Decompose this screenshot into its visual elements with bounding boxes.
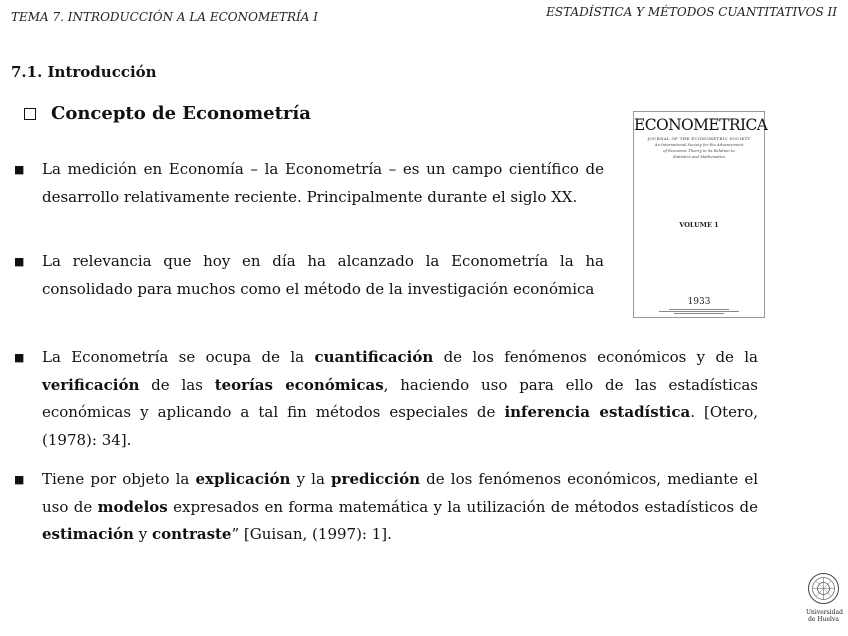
- cover-year: 1933: [687, 297, 711, 307]
- cover-line: An International Society for the Advancement: [654, 142, 744, 147]
- concept-title: Concepto de Econometría: [51, 103, 311, 124]
- checkbox-icon: [24, 108, 36, 120]
- cover-line: Statistics and Mathematics: [672, 154, 726, 159]
- bullet-square-icon: ■: [14, 255, 25, 268]
- cover-title: ECONOMETRICA: [634, 116, 768, 134]
- bullet-text: La Econometría se ocupa de la cuantificación de los fenómenos económicos y de la verificación de las teorías económicas, haciendo uso para ello de las estadísticas económicas y aplicando a tal fin métodos especiales de inferencia estadística. [Otero, (1978): 34].: [42, 348, 759, 449]
- bullet-item: [14, 466, 758, 549]
- bullet-square-icon: ■: [14, 351, 25, 364]
- university-logo: [806, 572, 841, 624]
- bullet-square-icon: ■: [14, 473, 25, 486]
- cover-subtitle: JOURNAL OF THE ECONOMETRIC SOCIETY: [647, 136, 751, 141]
- bullet-text: La relevancia que hoy en día ha alcanzado la Econometría la ha consolidado para muchos como el método de la investigación económica: [42, 252, 604, 298]
- bullet-square-icon: ■: [14, 163, 25, 176]
- university-seal-icon: [807, 572, 840, 605]
- bullet-item: [14, 156, 604, 211]
- cover-line: of Economic Theory in its Relation to: [663, 148, 735, 153]
- bullet-item: [14, 248, 604, 303]
- bullet-text: Tiene por objeto la explicación y la predicción de los fenómenos económicos, mediante el uso de modelos expresados en forma matemática y la utilización de métodos estadísticos de estimación y contraste” [Guisan, (1997): 1].: [42, 470, 758, 543]
- cover-volume: VOLUME 1: [679, 221, 719, 229]
- cover-footer-fineprint: [634, 309, 764, 314]
- concept-heading: [24, 103, 311, 124]
- logo-text: Universidad de Huelva: [806, 609, 843, 623]
- section-title: 7.1. Introducción: [11, 63, 157, 81]
- bullet-item: [14, 344, 758, 454]
- econometrica-cover-image: [633, 111, 768, 318]
- header-left: TEMA 7. INTRODUCCIÓN A LA ECONOMETRÍA I: [11, 10, 318, 24]
- bullet-text: La medición en Economía – la Econometría – es un campo científico de desarrollo relativamente reciente. Principalmente durante el siglo XX.: [42, 160, 604, 206]
- header-right: ESTADÍSTICA Y MÉTODOS CUANTITATIVOS II: [546, 5, 837, 19]
